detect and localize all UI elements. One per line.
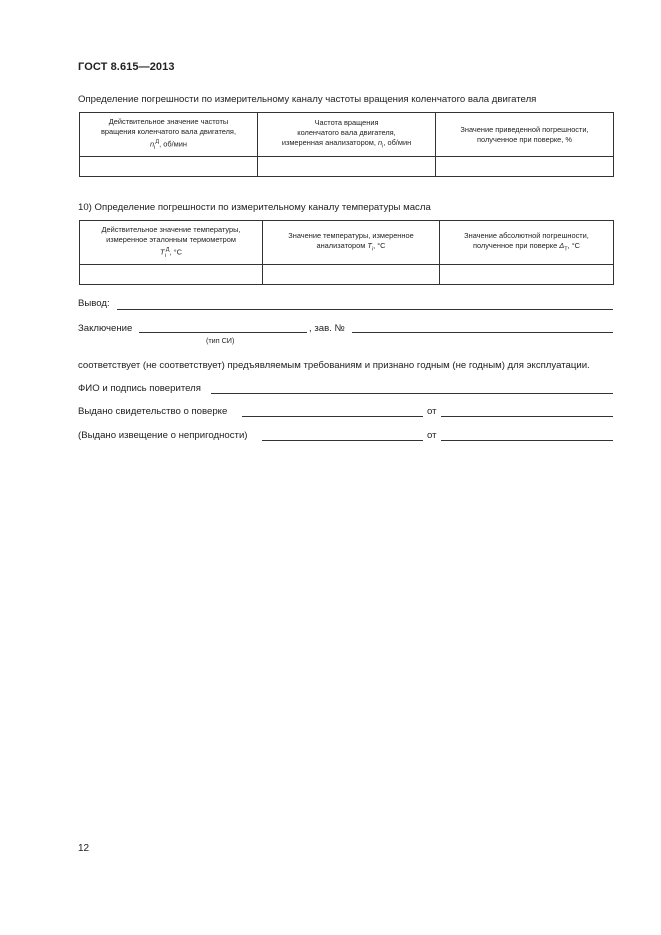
certificate-label: Выдано свидетельство о поверке [78, 406, 228, 417]
rpm-table [79, 112, 614, 177]
serial-label: , зав. № [309, 323, 345, 334]
rpm-cell-actual[interactable] [80, 157, 258, 177]
temp-cell-error[interactable] [440, 265, 614, 285]
instrument-type-field[interactable] [139, 332, 307, 333]
certificate-from-label: от [427, 406, 437, 417]
section-title-rpm: Определение погрешности по измерительному каналу частоты вращения коленчатого вала двигателя [78, 94, 537, 105]
verdict-label: Заключение [78, 323, 133, 334]
page-number: 12 [78, 843, 90, 854]
temp-col-error: Значение абсолютной погрешности, полученное при поверке $\Delta_T$, °C [440, 221, 614, 265]
type-hint: (тип СИ) [206, 336, 235, 345]
temp-cell-actual[interactable] [80, 265, 263, 285]
document-id: ГОСТ 8.615—2013 [78, 61, 175, 73]
conclusion-label: Вывод: [78, 298, 110, 309]
certificate-field[interactable] [242, 416, 423, 417]
conclusion-field[interactable] [117, 309, 613, 310]
verifier-field[interactable] [211, 393, 613, 394]
temp-cell-measured[interactable] [263, 265, 440, 285]
temp-table [79, 220, 614, 285]
notice-date-field[interactable] [441, 440, 613, 441]
certificate-date-field[interactable] [441, 416, 613, 417]
rpm-col-measured: Частота вращения коленчатого вала двигателя, измеренная анализатором, $n_i$, об/мин [258, 113, 436, 157]
section-title-temp: 10) Определение погрешности по измерительному каналу температуры масла [78, 202, 431, 213]
notice-field[interactable] [262, 440, 423, 441]
rpm-col-error: Значение приведенной погрешности, полученное при поверке, % [436, 113, 614, 157]
verifier-label: ФИО и подпись поверителя [78, 383, 201, 394]
rpm-cell-measured[interactable] [258, 157, 436, 177]
notice-label: (Выдано извещение о непригодности) [78, 430, 248, 441]
temp-col-measured: Значение температуры, измеренное анализатором $T_i$, °C [263, 221, 440, 265]
rpm-cell-error[interactable] [436, 157, 614, 177]
notice-from-label: от [427, 430, 437, 441]
rpm-col-actual: Действительное значение частоты вращения коленчатого вала двигателя, $n_i^Д$, об/мин [80, 113, 258, 157]
compliance-text: соответствует (не соответствует) предъявляемым требованиям и признано годным (не годным) для эксплуатации. [78, 360, 590, 371]
serial-number-field[interactable] [352, 332, 613, 333]
temp-col-actual: Действительное значение температуры, измеренное эталонным термометром $T_i^Д$, °C [80, 221, 263, 265]
